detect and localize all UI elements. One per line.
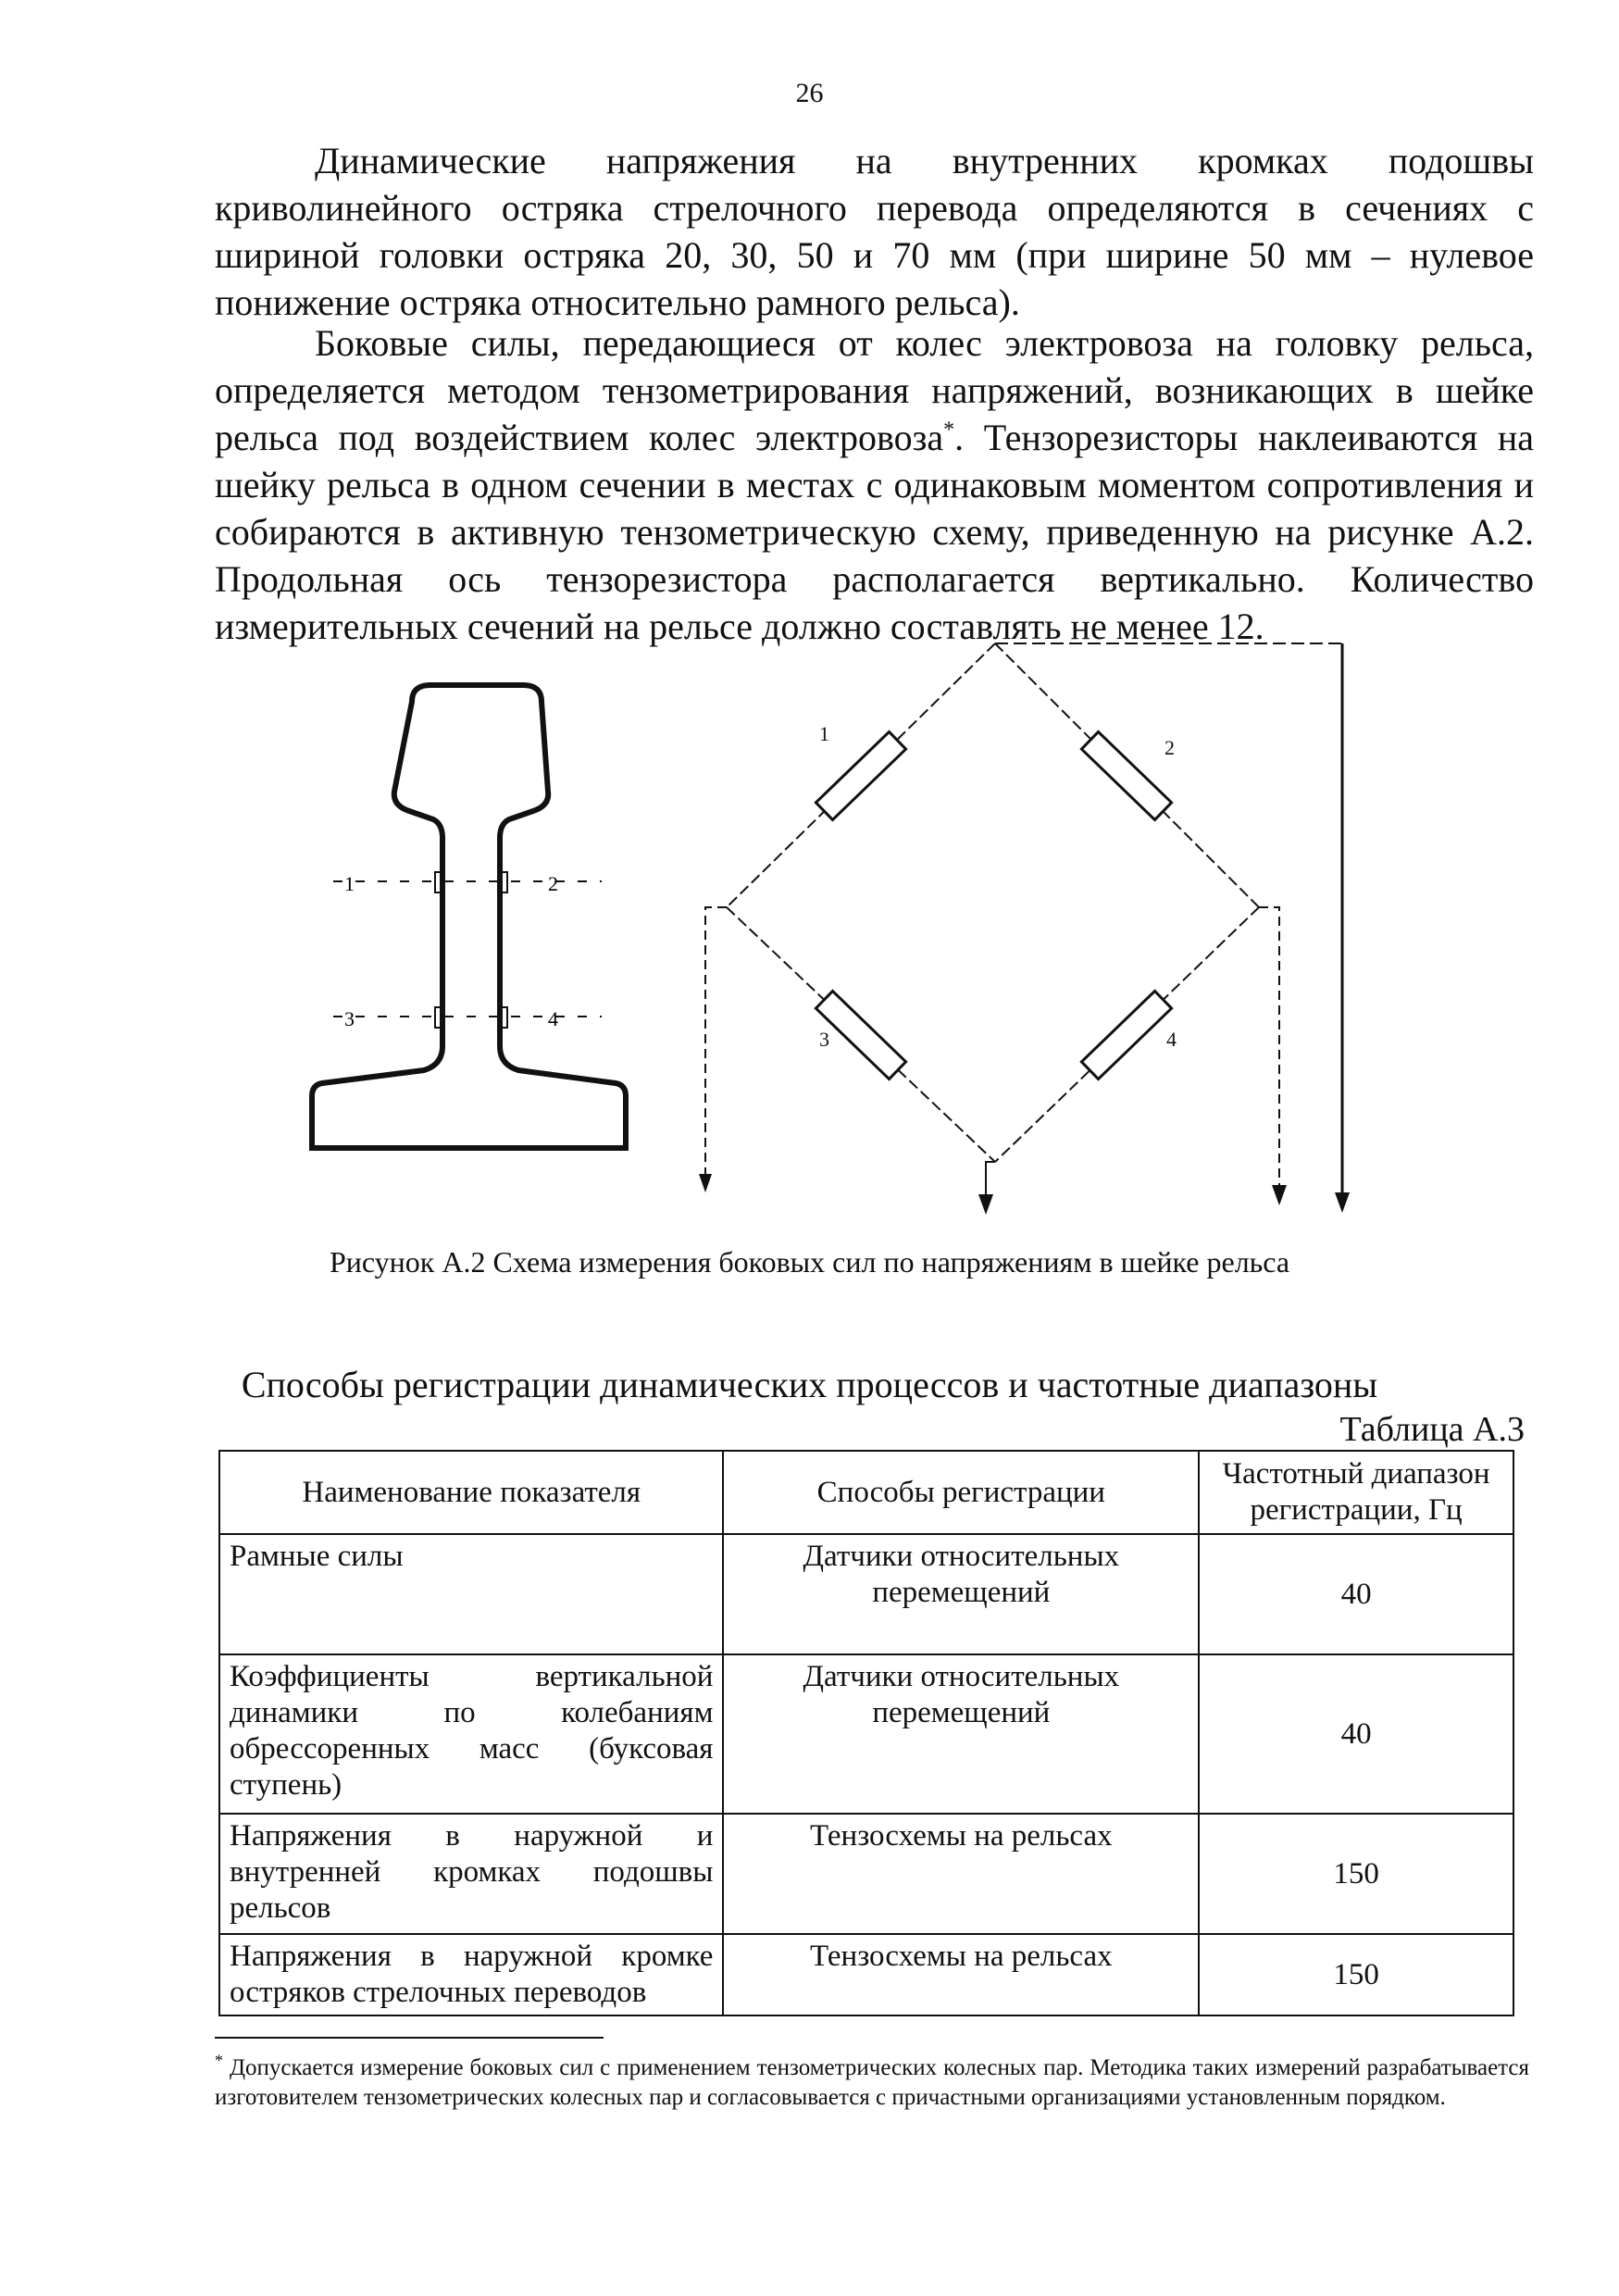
table-title: Способы регистрации динамических процессов и частотные диапазоны (241, 1364, 1378, 1405)
bridge-resistor-2 (1081, 731, 1171, 819)
cell-indicator: Напряжения в наружной кромке остряков стрелочных переводов (219, 1934, 723, 2015)
rail-outline (312, 685, 626, 1148)
bridge-label-1: 1 (819, 722, 829, 745)
bridge-left-lead (705, 907, 727, 1176)
cell-method: Датчики относительных перемещений (723, 1534, 1199, 1654)
footnote (215, 2053, 1529, 2113)
figure-caption: Рисунок А.2 Схема измерения боковых сил по напряжениям в шейке рельса (329, 1245, 1290, 1279)
header-frequency-range: Частотный диапазон регистрации, Гц (1199, 1451, 1513, 1534)
arrow-right-inner (1272, 1185, 1287, 1205)
page-number: 26 (795, 78, 824, 108)
rail-label-1: 1 (344, 872, 355, 895)
table-header-row (219, 1451, 1513, 1534)
cell-frequency: 40 (1199, 1654, 1513, 1814)
table-row (219, 1534, 1513, 1654)
bridge-label-4: 4 (1166, 1028, 1177, 1051)
rail-label-3: 3 (344, 1007, 355, 1030)
paragraph-lateral-forces-part2: . Тензорезисторы наклеиваются на шейку рельса в одном сечении в местах с одинаковым моментом сопротивления и собираются в активную тензометрическую схему, приведенную на рисунке А.2. Продольная ось тензорезистора располагается вертикально. Количество измерительных сечений на рельсе должно составлять не менее 12. (215, 417, 1534, 647)
cell-method: Датчики относительных перемещений (723, 1654, 1199, 1814)
footnote-marker: * (215, 2051, 223, 2070)
figure-drawing (278, 639, 1481, 1231)
paragraph-dynamic-stresses: Динамические напряжения на внутренних кромках подошвы криволинейного остряка стрелочного перевода определяются в сечениях с шириной головки остряка 20, 30, 50 и 70 мм (при ширине 50 мм – нулевое понижение остряка относительно рамного рельса). (215, 140, 1534, 323)
header-registration-method: Способы регистрации (723, 1451, 1199, 1534)
table-row (219, 1934, 1513, 2015)
cell-method: Тензосхемы на рельсах (723, 1934, 1199, 2015)
rail-label-2: 2 (548, 872, 558, 895)
rail-label-4: 4 (548, 1007, 558, 1030)
cell-indicator: Рамные силы (219, 1534, 723, 1654)
footnote-divider (215, 2037, 604, 2039)
bridge-label-2: 2 (1164, 736, 1175, 759)
footnote-reference: * (943, 418, 955, 443)
cell-method: Тензосхемы на рельсах (723, 1814, 1199, 1934)
cell-indicator: Напряжения в наружной и внутренней кромках подошвы рельсов (219, 1814, 723, 1934)
table-row (219, 1654, 1513, 1814)
bridge-right-node-lead (1259, 907, 1279, 1185)
cell-frequency: 40 (1199, 1534, 1513, 1654)
cell-indicator: Коэффициенты вертикальной динамики по колебаниям обрессоренных масс (буксовая ступень) (219, 1654, 723, 1814)
table-label: Таблица А.3 (1339, 1410, 1525, 1449)
rail-cross-section (312, 685, 626, 1148)
arrow-bottom (978, 1194, 993, 1215)
cell-frequency: 150 (1199, 1814, 1513, 1934)
lead-arrows (699, 1174, 1350, 1215)
footnote-text: Допускается измерение боковых сил с применением тензометрических колесных пар. Методика таких измерений разрабатывается изготовителем тензометрических колесных пар и согласовывается с причастными организациями установленным порядком. (215, 2055, 1530, 2110)
bridge-label-3: 3 (819, 1028, 829, 1051)
table-row (219, 1814, 1513, 1934)
arrow-right-outer (1335, 1192, 1350, 1213)
bridge-bottom-lead (986, 1162, 995, 1194)
arrow-left (699, 1174, 712, 1192)
cell-frequency: 150 (1199, 1934, 1513, 2015)
header-indicator-name: Наименование показателя (219, 1451, 723, 1534)
figure-strain-gauge-scheme (278, 639, 1481, 1231)
registration-methods-table (218, 1450, 1514, 2016)
paragraph-lateral-forces (215, 319, 1534, 650)
bridge-resistor-4 (1081, 991, 1171, 1079)
paragraph-lateral-forces-part1: Боковые силы, передающиеся от колес электровоза на головку рельса, определяется методом тензометрирования напряжений, возникающих в шейке рельса под воздействием колес электровоза (215, 322, 1534, 458)
bridge-circuit (705, 643, 1342, 1194)
